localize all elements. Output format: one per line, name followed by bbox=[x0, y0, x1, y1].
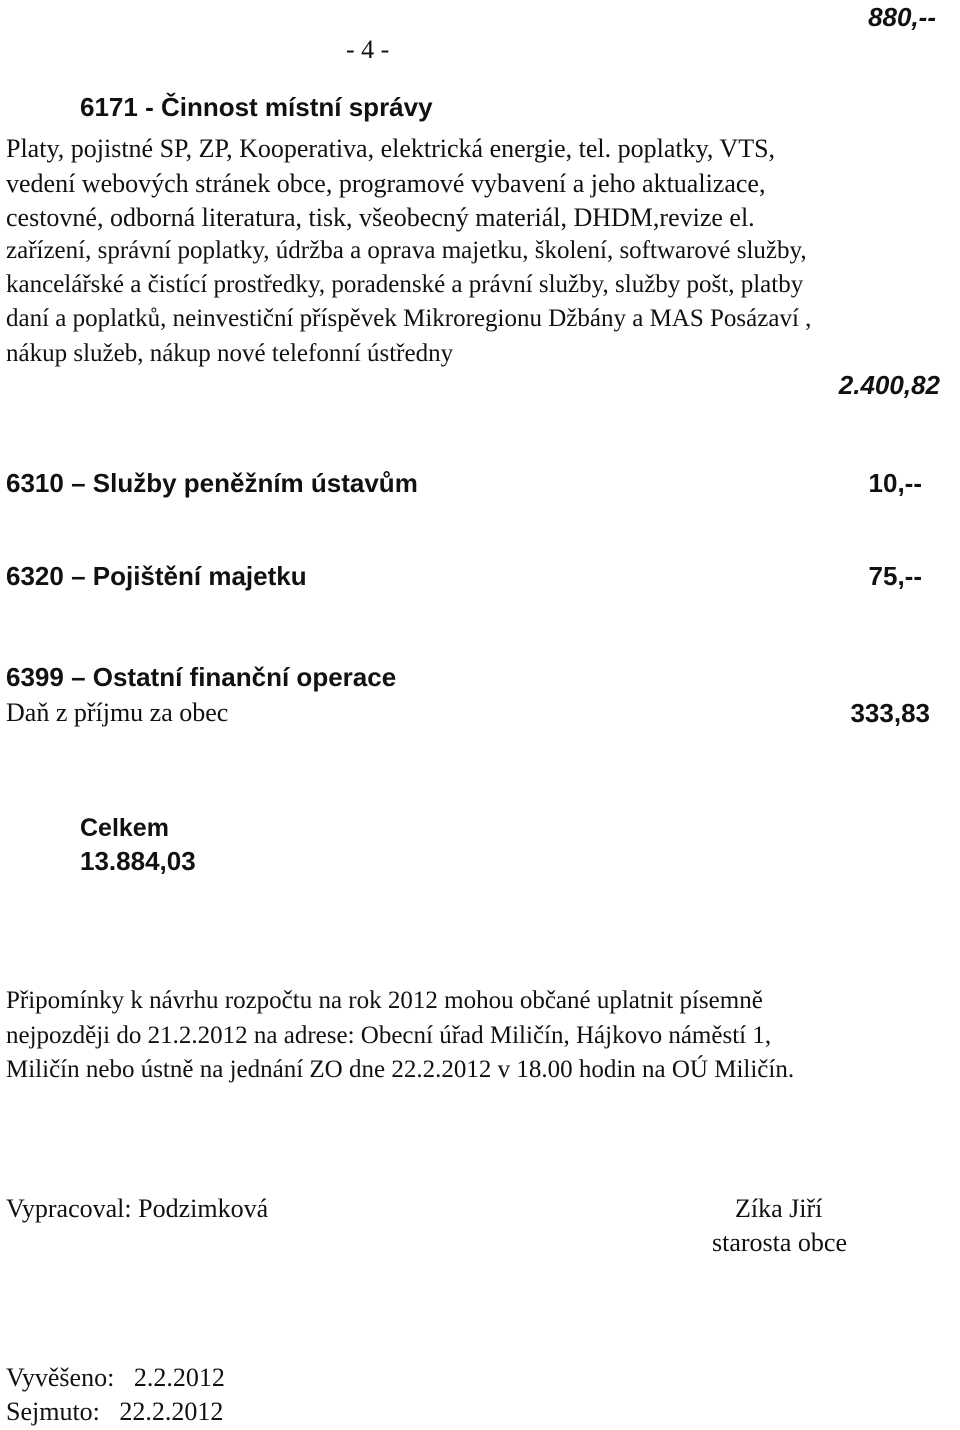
section-6171-amount: 2.400,82 bbox=[838, 370, 940, 400]
page-number: - 4 - bbox=[346, 35, 390, 64]
section-6171-line: zařízení, správní poplatky, údržba a oprava majetku, školení, softwarové služby, bbox=[6, 237, 807, 264]
total-amount: 13.884,03 bbox=[80, 846, 196, 876]
prepared-by: Vypracoval: Podzimková bbox=[6, 1194, 269, 1223]
note-line: Miličín nebo ústně na jednání ZO dne 22.2.2012 v 18.00 hodin na OÚ Miličín. bbox=[6, 1056, 795, 1083]
section-6399-detail: Daň z příjmu za obec bbox=[6, 698, 229, 727]
section-6399-amount: 333,83 bbox=[850, 698, 930, 728]
section-6171-line: cestovné, odborná literatura, tisk, všeobecný materiál, DHDM,revize el. bbox=[6, 203, 755, 232]
section-6320-amount: 75,-- bbox=[868, 561, 922, 591]
note-line: Připomínky k návrhu rozpočtu na rok 2012 mohou občané uplatnit písemně bbox=[6, 987, 763, 1014]
mayor-title: starosta obce bbox=[712, 1228, 848, 1257]
note-line: nejpozději do 21.2.2012 na adrese: Obecní úřad Miličín, Hájkovo náměstí 1, bbox=[6, 1022, 772, 1049]
section-6171-line: kancelářské a čistící prostředky, poradenské a právní služby, služby pošt, platby bbox=[6, 271, 804, 298]
section-6171-line: daní a poplatků, neinvestiční příspěvek Mikroregionu Džbány a MAS Posázaví , bbox=[6, 305, 812, 332]
section-6171-line: Platy, pojistné SP, ZP, Kooperativa, elektrická energie, tel. poplatky, VTS, bbox=[6, 134, 776, 163]
carry-amount: 880,-- bbox=[868, 2, 936, 32]
mayor-name: Zíka Jiří bbox=[735, 1194, 823, 1223]
posted-date: Vyvěšeno: 2.2.2012 bbox=[6, 1363, 225, 1392]
section-6320-label: 6320 – Pojištění majetku bbox=[6, 561, 307, 591]
section-6171-line: vedení webových stránek obce, programové vybavení a jeho aktualizace, bbox=[6, 169, 766, 198]
total-label: Celkem bbox=[80, 814, 169, 842]
section-6399-label: 6399 – Ostatní finanční operace bbox=[6, 662, 397, 692]
section-6171-line: nákup služeb, nákup nové telefonní ústředny bbox=[6, 340, 454, 367]
section-6171-heading: 6171 - Činnost místní správy bbox=[80, 92, 433, 122]
section-6310-amount: 10,-- bbox=[868, 468, 922, 498]
removed-date: Sejmuto: 22.2.2012 bbox=[6, 1397, 224, 1426]
section-6310-label: 6310 – Služby peněžním ústavům bbox=[6, 468, 418, 498]
